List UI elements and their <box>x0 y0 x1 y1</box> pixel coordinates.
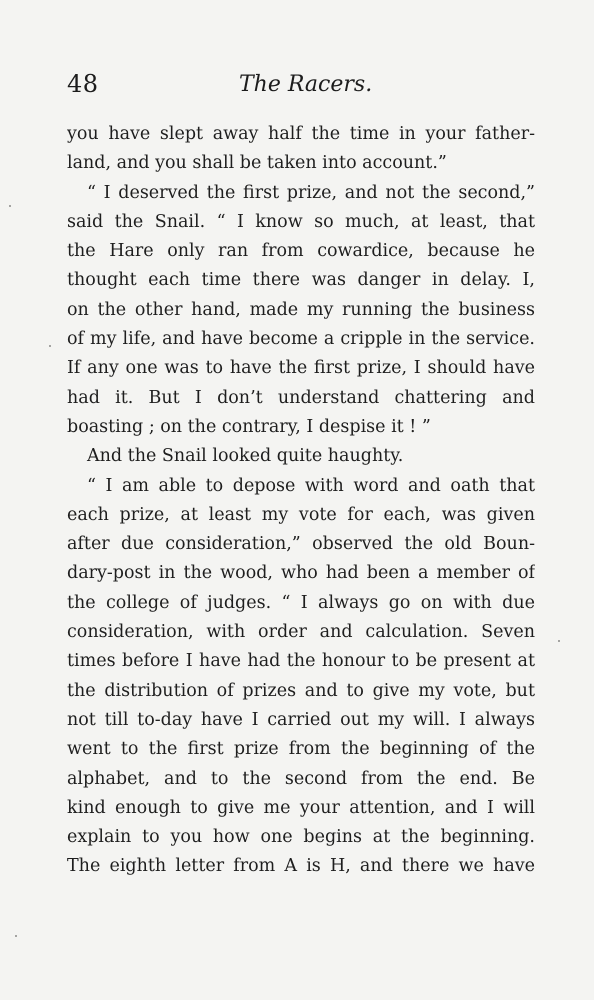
text-line: And the Snail looked quite haughty. <box>87 446 404 467</box>
text-line: had it. But I don’t understand chattering and <box>67 387 535 408</box>
text-line: land, and you shall be taken into account.” <box>67 153 447 174</box>
text-line: the college of judges. “ I always go on with due <box>67 592 535 613</box>
text-line: If any one was to have the first prize, I should have <box>67 358 535 379</box>
text-line: the distribution of prizes and to give my vote, but <box>67 680 535 701</box>
text-line: kind enough to give me your attention, and I will <box>67 797 535 818</box>
paper-speck <box>558 640 560 642</box>
text-line: “ I am able to depose with word and oath that <box>87 475 535 496</box>
text-line: thought each time there was danger in delay. I, <box>67 270 535 291</box>
text-line: boasting ; on the contrary, I despise it ! ” <box>67 416 431 437</box>
paper-speck <box>9 205 11 207</box>
text-line: you have slept away half the time in your father- <box>67 124 535 144</box>
running-title: The Racers. <box>239 72 373 97</box>
text-line: The eighth letter from A is H, and there we have <box>67 856 535 877</box>
text-line: explain to you how one begins at the beginning. <box>67 827 535 848</box>
text-line: “ I deserved the first prize, and not the second,” <box>87 182 535 203</box>
text-line: consideration, with order and calculation. Seven <box>67 622 535 643</box>
paper-speck <box>49 345 51 347</box>
text-line: on the other hand, made my running the business <box>67 299 535 320</box>
paper-speck <box>15 935 17 937</box>
text-line: of my life, and have become a cripple in the service. <box>67 329 535 350</box>
page-header <box>67 70 537 110</box>
text-line: went to the first prize from the beginning of the <box>67 739 535 760</box>
text-line: times before I have had the honour to be present at <box>67 651 535 672</box>
text-line: each prize, at least my vote for each, was given <box>67 504 535 525</box>
body-text <box>67 120 535 882</box>
text-line: said the Snail. “ I know so much, at least, that <box>67 211 535 232</box>
page-number: 48 <box>67 70 99 98</box>
text-line: dary-post in the wood, who had been a member of <box>67 563 535 584</box>
text-line: the Hare only ran from cowardice, because he <box>67 241 535 262</box>
text-line: alphabet, and to the second from the end. Be <box>67 768 535 789</box>
text-line: not till to-day have I carried out my will. I always <box>67 709 535 730</box>
text-line: after due consideration,” observed the old Boun- <box>67 534 535 555</box>
